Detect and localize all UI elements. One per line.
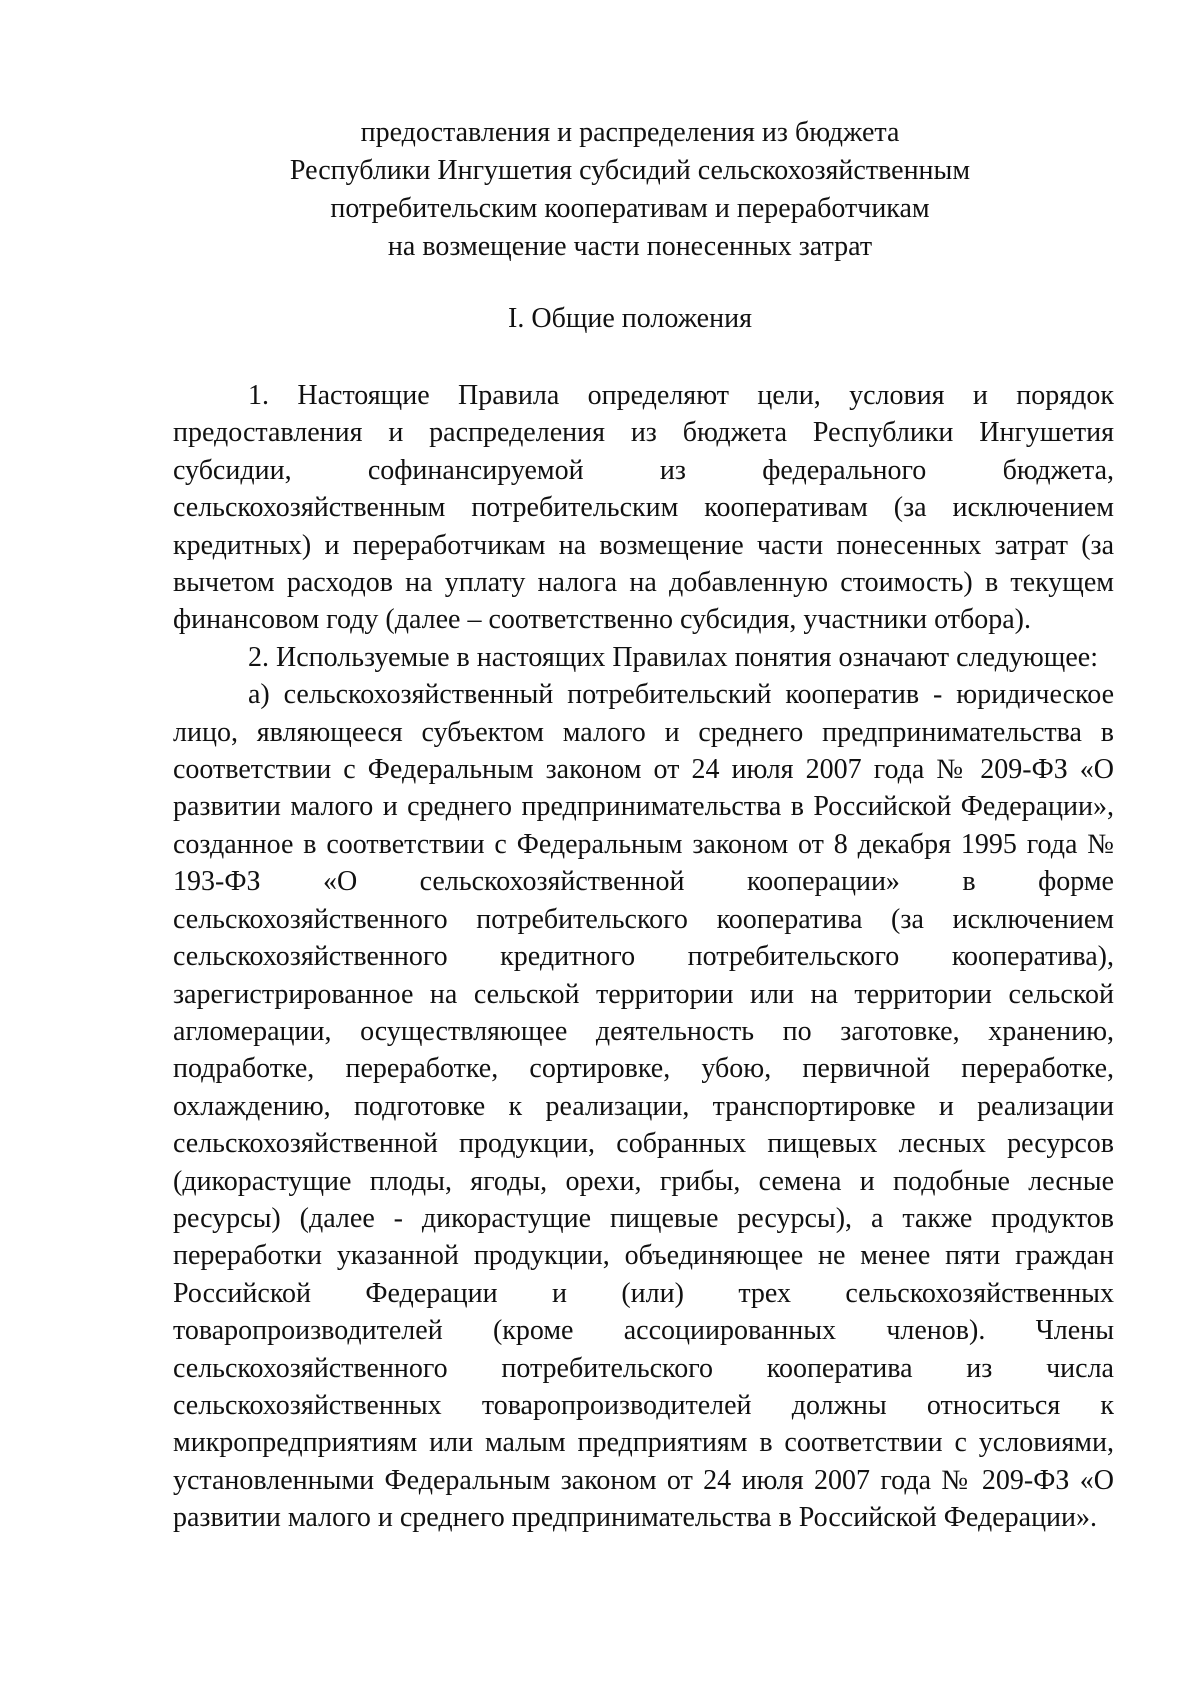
document-body: [173, 377, 1114, 1537]
document-title: [150, 114, 1110, 266]
title-line-1: предоставления и распределения из бюджета: [360, 117, 900, 148]
title-line-4: на возмещение части понесенных затрат: [387, 231, 873, 262]
title-line-2: Республики Ингушетия субсидий сельскохозяйственным: [289, 155, 971, 186]
paragraph-1: 1. Настоящие Правила определяют цели, условия и порядок предоставления и распределения из бюджета Республики Ингушетия субсидии, софинансируемой из федерального бюджета, сельскохозяйственным потребительским кооперативам (за исключением кредитных) и переработчикам на возмещение части понесенных затрат (за вычетом расходов на уплату налога на добавленную стоимость) в текущем финансовом году (далее – соответственно субсидия, участники отбора).: [173, 380, 1114, 636]
paragraph-2a: а) сельскохозяйственный потребительский кооператив - юридическое лицо, являющееся субъектом малого и среднего предпринимательства в соответствии с Федеральным законом от 24 июля 2007 года № 209-ФЗ «О развитии малого и среднего предпринимательства в Российской Федерации», созданное в соответствии с Федеральным законом от 8 декабря 1995 года № 193-ФЗ «О сельскохозяйственной кооперации» в форме сельскохозяйственного потребительского кооператива (за исключением сельскохозяйственного кредитного потребительского кооператива), зарегистрированное на сельской территории или на территории сельской агломерации, осуществляющее деятельность по заготовке, хранению, подработке, переработке, сортировке, убою, первичной переработке, охлаждению, подготовке к реализации, транспортировке и реализации сельскохозяйственной продукции, собранных пищевых лесных ресурсов (дикорастущие плоды, ягоды, орехи, грибы, семена и подобные лесные ресурсы) (далее - дикорастущие пищевые ресурсы), а также продуктов переработки указанной продукции, объединяющее не менее пяти граждан Российской Федерации и (или) трех сельскохозяйственных товаропроизводителей (кроме ассоциированных членов). Члены сельскохозяйственного потребительского кооператива из числа сельскохозяйственных товаропроизводителей должны относиться к микропредприятиям или малым предприятиям в соответствии с условиями, установленными Федеральным законом от 24 июля 2007 года № 209-ФЗ «О развитии малого и среднего предпринимательства в Российской Федерации».: [173, 679, 1114, 1534]
section-heading: I. Общие положения: [508, 303, 752, 334]
paragraph-2: 2. Используемые в настоящих Правилах понятия означают следующее:: [248, 641, 1098, 673]
title-line-3: потребительским кооперативам и переработчикам: [330, 193, 930, 224]
